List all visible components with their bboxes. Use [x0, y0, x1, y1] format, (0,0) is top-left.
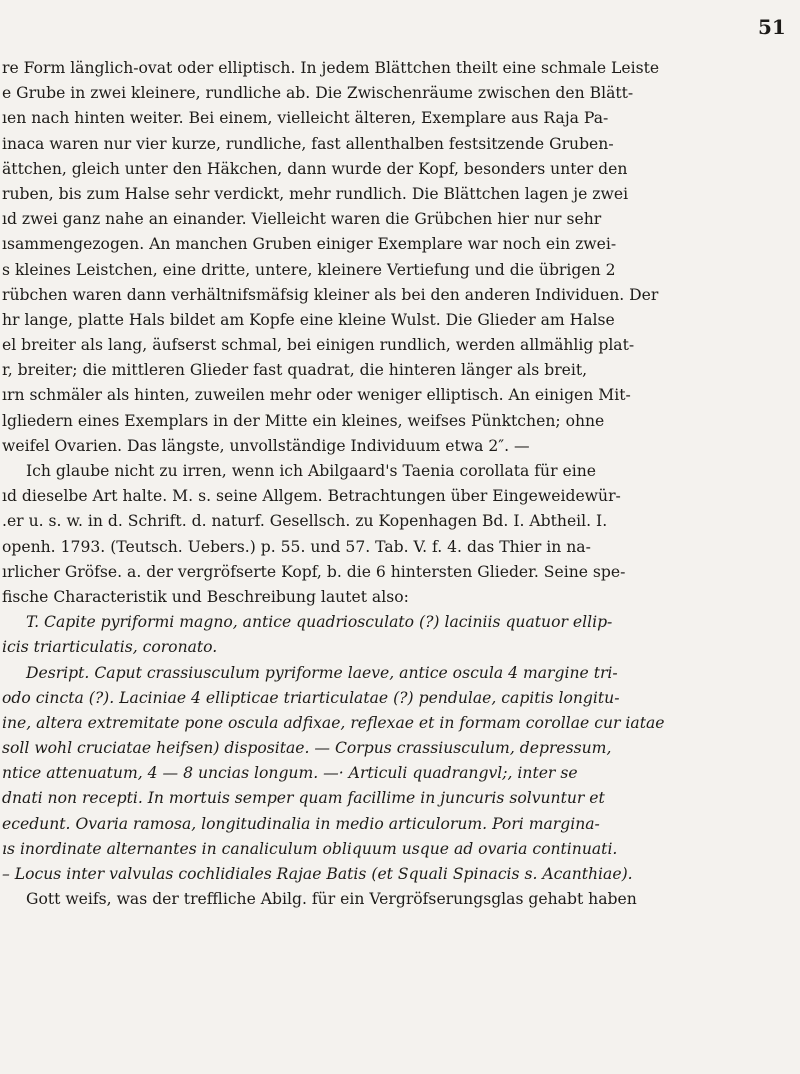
text-line: r, breiter; die mittleren Glieder fast quadrat, die hinteren länger als breit, — [2, 361, 588, 380]
text-line: openh. 1793. (Teutsch. Uebers.) p. 55. und 57. Tab. V. f. 4. das Thier in na- — [2, 537, 591, 556]
text-line: ırlicher Gröfse. a. der vergröfserte Kopf, b. die 6 hintersten Glieder. Seine spe- — [2, 562, 626, 581]
latin-diagnosis-line: icis triarticulatis, coronato. — [2, 638, 218, 657]
text-line: .er u. s. w. in d. Schrift. d. naturf. Gesellsch. zu Kopenhagen Bd. I. Abtheil. I. — [2, 512, 608, 531]
text-line: ättchen, gleich unter den Häkchen, dann wurde der Kopf, besonders unter den — [2, 159, 628, 178]
text-line: Gott weifs, was der treffliche Abilg. für ein Vergröfserungsglas gehabt haben — [26, 890, 637, 909]
latin-description-line: – Locus inter valvulas cochlidiales Rajae Batis (et Squali Spinacis s. Acanthiae). — [2, 865, 633, 883]
text-line: ısammengezogen. An manchen Gruben einiger Exemplare war noch ein zwei- — [2, 235, 617, 254]
latin-description-line: Desript. Caput crassiusculum pyriforme laeve, antice oscula 4 margine tri- — [26, 663, 618, 682]
text-line: s kleines Leistchen, eine dritte, untere, kleinere Vertiefung und die übrigen 2 — [2, 260, 616, 279]
text-line: weifel Ovarien. Das längste, unvollständige Individuum etwa 2″. — — [2, 436, 530, 455]
text-line: inaca waren nur vier kurze, rundliche, fast allenthalben festsitzende Gruben- — [2, 134, 614, 153]
latin-description-line: ine, altera extremitate pone oscula adfixae, reflexae et in formam corollae cur iatae — [2, 713, 665, 732]
text-line: rübchen waren dann verhältnifsmäfsig kleiner als bei den anderen Individuen. Der — [2, 285, 659, 304]
latin-description-line: dnati non recepti. In mortuis semper quam facillime in juncuris solvuntur et — [2, 789, 605, 808]
text-line: el breiter als lang, äufserst schmal, bei einigen rundlich, werden allmählig plat- — [2, 336, 635, 355]
latin-description-line: odo cincta (?). Laciniae 4 ellipticae triarticulatae (?) pendulae, capitis longitu- — [2, 688, 620, 707]
latin-description-line: ntice attenuatum, 4 — 8 uncias longum. —· Articuli quadrangvl;, inter se — [2, 764, 578, 783]
latin-description-line: ecedunt. Ovaria ramosa, longitudinalia in medio articulorum. Pori margina- — [2, 814, 600, 833]
text-line: ıd zwei ganz nahe an einander. Vielleicht waren die Grübchen hier nur sehr — [2, 210, 602, 229]
text-line: ıen nach hinten weiter. Bei einem, vielleicht älteren, Exemplare aus Raja Pa- — [2, 109, 609, 128]
text-line: e Grube in zwei kleinere, rundliche ab. Die Zwischenräume zwischen den Blätt- — [2, 84, 634, 103]
text-line: ırn schmäler als hinten, zuweilen mehr oder weniger elliptisch. An einigen Mit- — [2, 386, 631, 405]
page-number: 51 — [758, 15, 786, 39]
text-line: ruben, bis zum Halse sehr verdickt, mehr rundlich. Die Blättchen lagen je zwei — [2, 184, 629, 203]
text-line: lgliedern eines Exemplars in der Mitte ein kleines, weifses Pünktchen; ohne — [2, 411, 605, 430]
text-line: ıd dieselbe Art halte. M. s. seine Allgem. Betrachtungen über Eingeweidewür- — [2, 487, 621, 506]
text-line: re Form länglich-ovat oder elliptisch. In jedem Blättchen theilt eine schmale Leiste — [2, 59, 660, 77]
latin-description-line: ıs inordinate alternantes in canaliculum obliquum usque ad ovaria continuati. — [2, 839, 618, 858]
text-line: fische Characteristik und Beschreibung lautet also: — [2, 587, 409, 606]
text-line: hr lange, platte Hals bildet am Kopfe eine kleine Wulst. Die Glieder am Halse — [2, 310, 615, 329]
latin-diagnosis-line: T. Capite pyriformi magno, antice quadriosculato (?) laciniis quatuor ellip- — [26, 613, 613, 632]
body-text — [0, 56, 800, 912]
text-line: Ich glaube nicht zu irren, wenn ich Abilgaard's Taenia corollata für eine — [26, 462, 596, 480]
latin-description-line: soll wohl cruciatae heifsen) dispositae. — Corpus crassiusculum, depressum, — [2, 739, 612, 758]
